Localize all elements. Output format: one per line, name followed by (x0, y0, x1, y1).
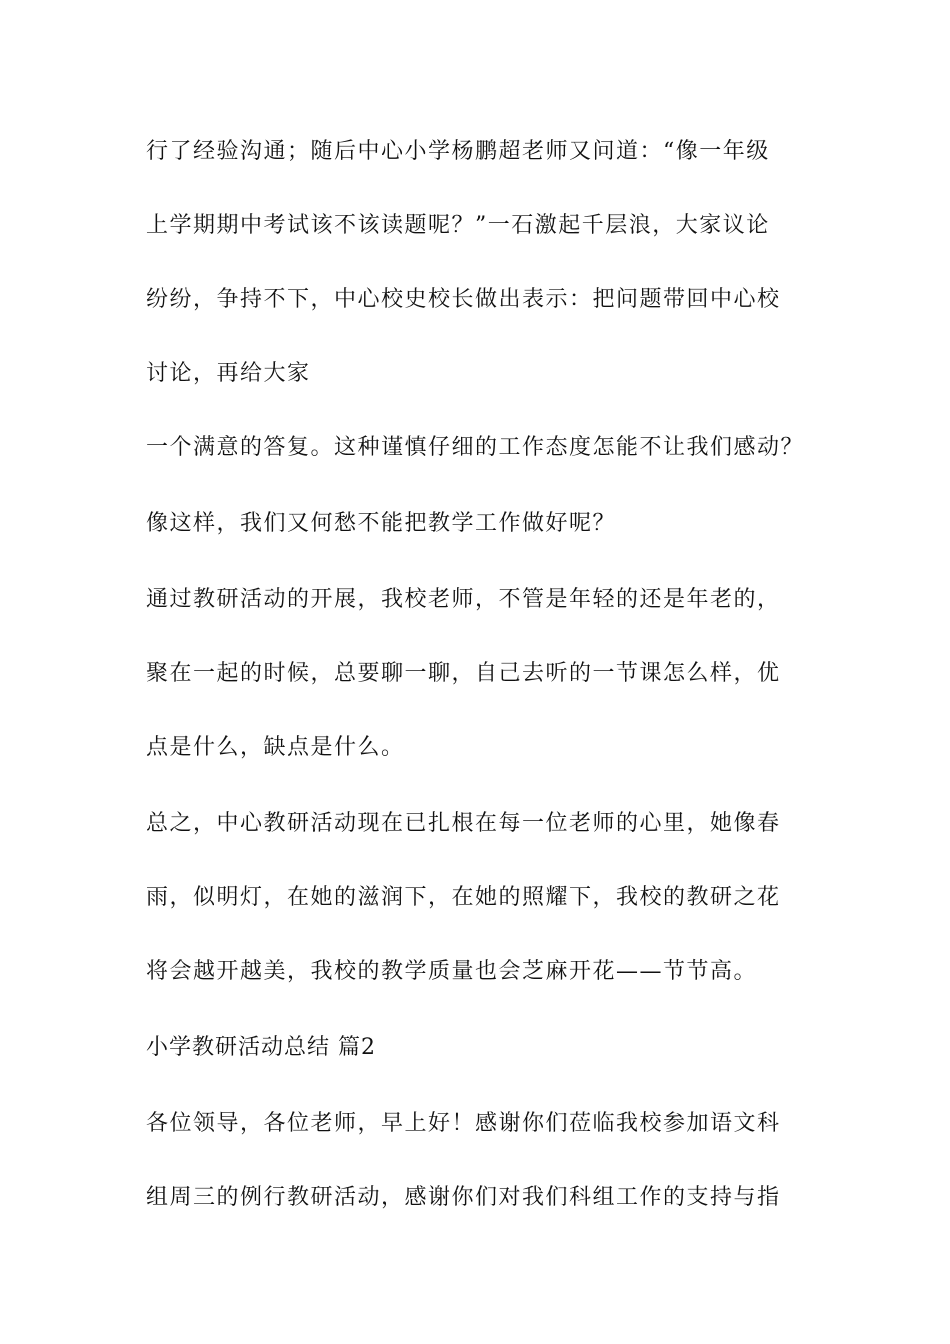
paragraph-line: 上学期期中考试该不该读题呢？”一石激起千层浪，大家议论 (146, 213, 770, 238)
paragraph-line: 组周三的例行教研活动，感谢你们对我们科组工作的支持与指 (146, 1185, 781, 1210)
paragraph-line: 通过教研活动的开展，我校老师，不管是年轻的还是年老的， (146, 587, 781, 612)
paragraph-line: 像这样，我们又何愁不能把教学工作做好呢？ (146, 511, 617, 536)
section-heading: 小学教研活动总结 篇2 (146, 1035, 376, 1060)
paragraph-line: 一个满意的答复。这种谨慎仔细的工作态度怎能不让我们感动？ (146, 435, 805, 460)
paragraph-line: 雨，似明灯，在她的滋润下，在她的照耀下，我校的教研之花 (146, 885, 781, 910)
paragraph-line: 各位领导，各位老师，早上好！感谢你们莅临我校参加语文科 (146, 1111, 781, 1136)
paragraph-line: 总之，中心教研活动现在已扎根在每一位老师的心里，她像春 (146, 811, 781, 836)
paragraph-line: 讨论，再给大家 (146, 361, 311, 386)
paragraph-line: 行了经验沟通；随后中心小学杨鹏超老师又问道：“像一年级 (146, 139, 770, 164)
paragraph-line: 聚在一起的时候，总要聊一聊，自己去听的一节课怎么样，优 (146, 661, 781, 686)
paragraph-line: 点是什么，缺点是什么。 (146, 735, 405, 760)
paragraph-line: 将会越开越美，我校的教学质量也会芝麻开花——节节高。 (146, 959, 758, 984)
paragraph-line: 纷纷，争持不下，中心校史校长做出表示：把问题带回中心校 (146, 287, 781, 312)
